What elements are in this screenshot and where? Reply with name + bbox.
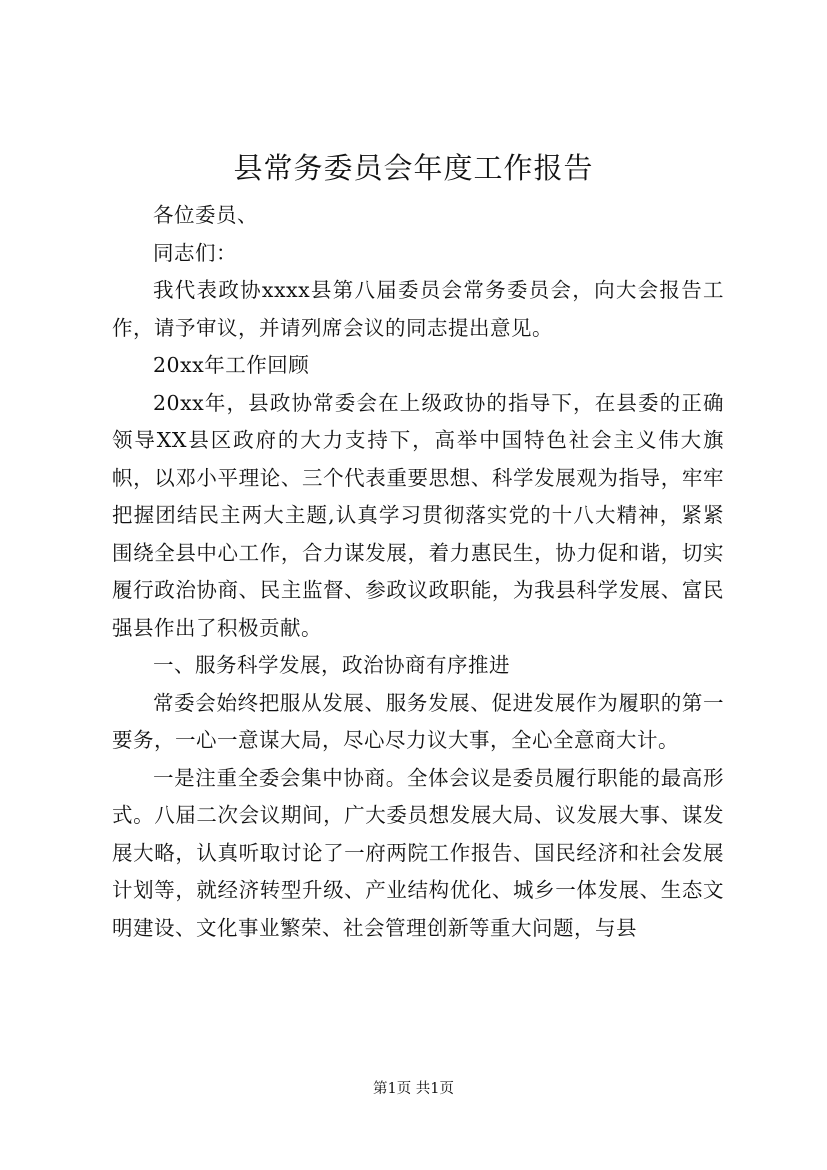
paragraph-plenary-consultation: 一是注重全委会集中协商。全体会议是委员履行职能的最高形式。八届二次会议期间，广大委员想发展大局、议发展大事、谋发展大略，认真听取讨论了一府两院工作报告、国民经济和社会发展计划等，就经济转型升级、产业结构优化、城乡一体发展、生态文明建设、文化事业繁荣、社会管理创新等重大问题，与县 [112,765,724,940]
page-footer: 第1页 共1页 [372,1081,455,1097]
document-title: 县常务委员会年度工作报告 [233,151,594,185]
document-body [112,197,724,947]
section-heading-one: 一、服务科学发展，政治协商有序推进 [153,653,510,677]
paragraph-review: 20xx年，县政协常委会在上级政协的指导下，在县委的正确领导XX县区政府的大力支持下，高举中国特色社会主义伟大旗帜，以邓小平理论、三个代表重要思想、科学发展观为指导，牢牢把握团结民主两大主题,认真学习贯彻落实党的十八大精神，紧紧围绕全县中心工作，合力谋发展，着力惠民生，协力促和谐，切实履行政治协商、民主监督、参政议政职能，为我县科学发展、富民强县作出了积极贡献。 [112,390,724,640]
paragraph-salutation-2: 同志们： [153,240,237,265]
section-heading-review: 20xx年工作回顾 [153,353,310,377]
paragraph-salutation-1: 各位委员、 [153,203,258,227]
paragraph-standing-committee: 常委会始终把服从发展、服务发展、促进发展作为履职的第一要务，一心一意谋大局，尽心尽力议大事，全心全意商大计。 [112,690,724,752]
paragraph-intro: 我代表政协xxxx县第八届委员会常务委员会，向大会报告工作，请予审议，并请列席会议的同志提出意见。 [112,278,724,340]
